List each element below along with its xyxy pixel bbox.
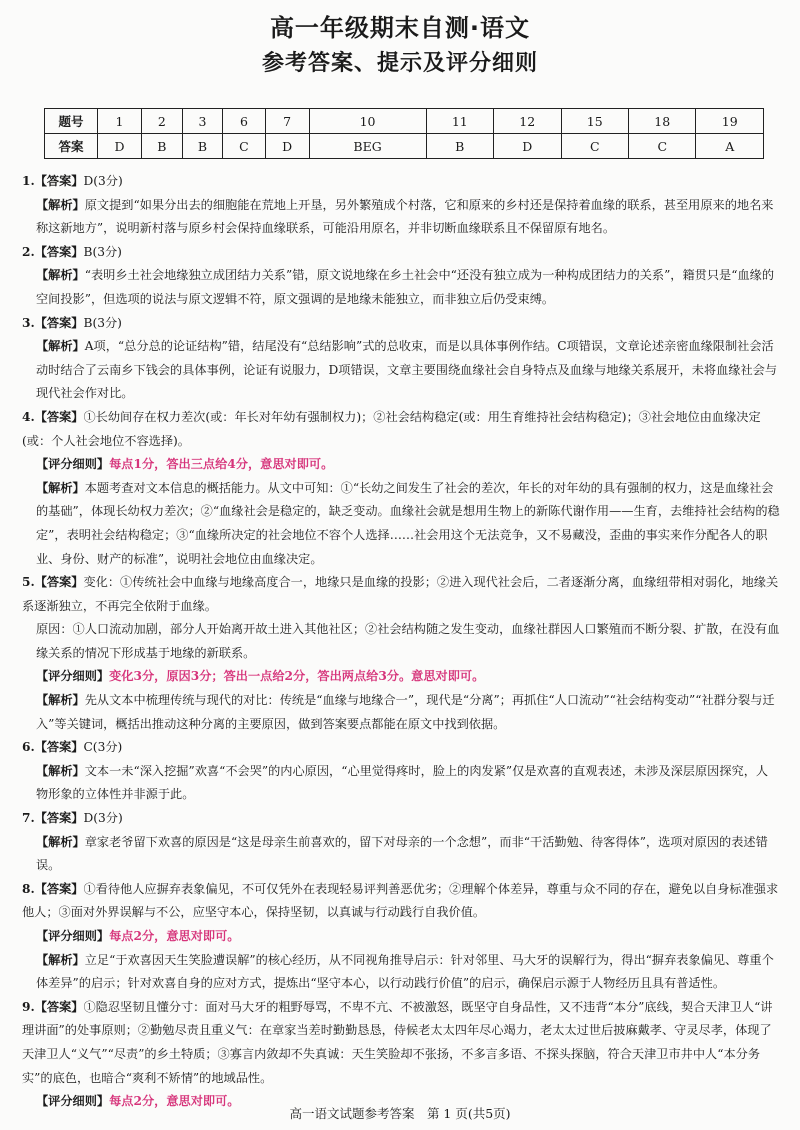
answer-line bbox=[22, 571, 780, 618]
answer-line bbox=[22, 736, 780, 760]
analysis-label: 【解析】 bbox=[36, 763, 85, 778]
table-cell: 18 bbox=[628, 109, 695, 134]
question-9 bbox=[22, 996, 780, 1114]
analysis-text: 先从文本中梳理传统与现代的对比：传统是“血缘与地缘合一”，现代是“分离”；再抓住“人口流动”“社会结构变动”“社群分裂与迁入”等关键词，概括出推动这种分离的主要原因，做到答案要点都能在原文中找到依据。 bbox=[36, 693, 775, 731]
answer-label: 【答案】 bbox=[34, 174, 84, 188]
analysis-label: 【解析】 bbox=[36, 693, 85, 708]
question-number: 1. bbox=[22, 174, 35, 188]
answer-line bbox=[22, 312, 780, 336]
scoring-line bbox=[22, 925, 780, 949]
question-number: 9. bbox=[22, 999, 35, 1014]
table-cell: 1 bbox=[98, 109, 142, 134]
table-cell: D bbox=[494, 134, 561, 159]
analysis-text: 原文提到“如果分出去的细胞能在荒地上开垦，另外繁殖成个村落，它和原来的乡村还是保持着血缘的联系，甚至用原来的地名来称这新地方”，说明新村落与原乡村会保持血缘联系，可能沿用原名，并非切断血缘联系且不保留原有地名。 bbox=[36, 197, 774, 236]
answer-text: D(3分) bbox=[83, 174, 123, 188]
table-cell: 6 bbox=[223, 109, 265, 134]
analysis-line bbox=[22, 264, 780, 311]
answer-table bbox=[44, 108, 764, 159]
page-title: 高一年级期末自测·语文 bbox=[269, 14, 531, 42]
analysis-line bbox=[22, 949, 780, 996]
question-number: 4. bbox=[22, 409, 35, 424]
answer-text: B(3分) bbox=[83, 244, 122, 259]
question-number: 3. bbox=[22, 315, 35, 330]
question-number: 7. bbox=[22, 811, 35, 826]
analysis-label: 【解析】 bbox=[36, 339, 85, 354]
analysis-label: 【解析】 bbox=[36, 834, 85, 849]
question-1 bbox=[22, 170, 780, 241]
analysis-text: 立足“于欢喜因天生笑脸遭误解”的核心经历，从不同视角推导启示：针对邻里、马大牙的误解行为，得出“摒弃表象偏见、尊重个体差异”的启示；针对欢喜自身的应对方式，提炼出“坚守本心，以行动践行价值”的启示，确保启示源于人物经历且具有普适性。 bbox=[36, 952, 774, 991]
answer-label: 【答案】 bbox=[34, 315, 84, 330]
table-cell: 7 bbox=[265, 109, 309, 134]
question-3 bbox=[22, 312, 780, 406]
answer-label: 【答案】 bbox=[34, 740, 84, 755]
analysis-text: A项，“总分总的论证结构”错，结尾没有“总结影响”式的总收束，而是以具体事例作结。C项错误，文章论述亲密血缘限制社会活动时结合了云南乡下钱会的具体事例，论证有说服力，D项错误，文章主要围绕血缘社会自身特点及血缘与地缘关系展开，未将血缘社会与现代社会作对比。 bbox=[36, 339, 778, 401]
table-row-numbers bbox=[45, 109, 764, 134]
question-2 bbox=[22, 241, 780, 312]
table-row-answers bbox=[45, 134, 764, 159]
table-cell: B bbox=[142, 134, 183, 159]
question-number: 2. bbox=[22, 244, 35, 259]
table-header-number: 题号 bbox=[45, 109, 98, 134]
table-cell: C bbox=[223, 134, 265, 159]
answer-line bbox=[22, 170, 780, 194]
answer-text: 变化：①传统社会中血缘与地缘高度合一，地缘只是血缘的投影；②进入现代社会后，二者逐渐分离，血缘纽带相对弱化，地缘关系逐渐独立，不再完全依附于血缘。 bbox=[22, 575, 779, 613]
answer-label: 【答案】 bbox=[34, 409, 84, 424]
page-footer: 高一语文试题参考答案 第 1 页(共5页) bbox=[289, 1106, 511, 1121]
question-4 bbox=[22, 406, 780, 571]
question-number: 5. bbox=[22, 575, 35, 590]
table-cell: 12 bbox=[494, 109, 561, 134]
scoring-label: 【评分细则】 bbox=[36, 929, 110, 943]
scoring-text: 每点1分，答出三点给4分，意思对即可。 bbox=[109, 457, 334, 472]
question-number: 8. bbox=[22, 881, 35, 896]
answer-text: ①隐忍坚韧且懂分寸：面对马大牙的粗野辱骂，不卑不亢、不被激怒，既坚守自身品性，又不违背“本分”底线，契合天津卫人“讲理讲面”的处事原则；②勤勉尽责且重义气：在章家当差时勤勤恳恳，侍候老太太四年尽心竭力，老太太过世后披麻戴孝、守灵尽孝，体现了天津卫人“义气”“尽责”的乡土特质；③寡言内敛却不失真诚：天生笑脸却不张扬，不多言多语、不探头探脑，符合天津卫市井中人“本分务实”的底色，也暗合“爽利不矫情”的地域品性。 bbox=[22, 999, 773, 1085]
scoring-text: 变化3分，原因3分；答出一点给2分，答出两点给3分。意思对即可。 bbox=[109, 669, 485, 684]
answer-label: 【答案】 bbox=[34, 575, 84, 590]
table-cell: 15 bbox=[561, 109, 628, 134]
page-subtitle: 参考答案、提示及评分细则 bbox=[261, 51, 538, 76]
table-cell: 3 bbox=[182, 109, 223, 134]
table-header-answer: 答案 bbox=[45, 134, 98, 159]
scoring-line bbox=[22, 453, 780, 477]
answer-label: 【答案】 bbox=[34, 881, 84, 896]
table-cell: B bbox=[426, 134, 493, 159]
analysis-line bbox=[22, 689, 780, 736]
analysis-line bbox=[22, 477, 780, 571]
table-cell: D bbox=[98, 134, 142, 159]
analysis-label: 【解析】 bbox=[36, 480, 85, 495]
scoring-line bbox=[22, 665, 780, 689]
analysis-label: 【解析】 bbox=[36, 268, 85, 283]
analysis-text: 文本一未“深入挖掘”欢喜“不会哭”的内心原因，“心里觉得疼时，脸上的肉发紧”仅是欢喜的直观表述，未涉及深层原因探究，人物形象的立体性并非源于此。 bbox=[36, 763, 769, 802]
answer-line bbox=[22, 996, 780, 1090]
answer-line bbox=[22, 241, 780, 265]
scoring-label: 【评分细则】 bbox=[36, 457, 110, 472]
analysis-label: 【解析】 bbox=[36, 952, 85, 967]
question-number: 6. bbox=[22, 740, 35, 755]
answer-label: 【答案】 bbox=[34, 244, 84, 259]
answer-label: 【答案】 bbox=[34, 811, 84, 826]
table-cell: BEG bbox=[309, 134, 426, 159]
answer-content bbox=[22, 170, 780, 1114]
answer-label: 【答案】 bbox=[34, 999, 84, 1014]
answer-text: D(3分) bbox=[83, 811, 123, 826]
table-cell: 10 bbox=[309, 109, 426, 134]
answer-text: ①长幼间存在权力差次(或：年长对年幼有强制权力)；②社会结构稳定(或：用生育维持社会结构稳定)；③社会地位由血缘决定(或：个人社会地位不容选择)。 bbox=[22, 409, 761, 448]
table-cell: B bbox=[182, 134, 223, 159]
answer-line bbox=[22, 878, 780, 925]
table-cell: A bbox=[696, 134, 764, 159]
scoring-label: 【评分细则】 bbox=[36, 669, 110, 684]
table-cell: C bbox=[561, 134, 628, 159]
scoring-label: 【评分细则】 bbox=[36, 1094, 110, 1109]
answer-text: C(3分) bbox=[83, 740, 123, 755]
table-cell: C bbox=[628, 134, 695, 159]
question-6 bbox=[22, 736, 780, 807]
scoring-text: 每点2分，意思对即可。 bbox=[109, 929, 240, 943]
table-cell: 11 bbox=[426, 109, 493, 134]
answer-text: B(3分) bbox=[83, 315, 122, 330]
table-cell: 19 bbox=[696, 109, 764, 134]
answer-line bbox=[22, 406, 780, 453]
table-cell: D bbox=[265, 134, 309, 159]
reason-line: 原因：①人口流动加剧，部分人开始离开故土进入其他社区；②社会结构随之发生变动，血缘社群因人口繁殖而不断分裂、扩散，在没有血缘关系的情况下形成基于地缘的新联系。 bbox=[36, 622, 780, 660]
answer-text: ①看待他人应摒弃表象偏见，不可仅凭外在表现轻易评判善恶优劣；②理解个体差异，尊重与众不同的存在，避免以自身标准强求他人；③面对外界误解与不公，应坚守本心，保持坚韧，以真诚与行动践行自我价值。 bbox=[22, 881, 779, 920]
question-7 bbox=[22, 807, 780, 878]
scoring-text: 每点2分，意思对即可。 bbox=[109, 1094, 240, 1109]
analysis-label: 【解析】 bbox=[36, 197, 85, 212]
analysis-line bbox=[22, 194, 780, 241]
analysis-line bbox=[22, 335, 780, 406]
analysis-text: 章家老爷留下欢喜的原因是“这是母亲生前喜欢的，留下对母亲的一个念想”，而非“干活勤勉、待客得体”，选项对原因的表述错误。 bbox=[36, 834, 768, 873]
analysis-line bbox=[22, 760, 780, 807]
question-8 bbox=[22, 878, 780, 996]
question-5 bbox=[22, 571, 780, 736]
analysis-text: 本题考查对文本信息的概括能力。从文中可知：①“长幼之间发生了社会的差次，年长的对年幼的具有强制的权力，这是血缘社会的基础”，体现长幼权力差次；②“血缘社会是稳定的，缺乏变动。血缘社会就是想用生物上的新陈代谢作用——生育，去维持社会结构的稳定”，表明社会结构稳定；③“血缘所决定的社会地位不容个人选择……社会用这个无法竞争，又不易藏没，歪曲的事实来作分配各人的职业、身份、财产的标准”，说明社会地位由血缘决定。 bbox=[36, 480, 780, 566]
analysis-line bbox=[22, 831, 780, 878]
answer-line bbox=[22, 807, 780, 831]
analysis-text: “表明乡土社会地缘独立成团结力关系”错，原文说地缘在乡土社会中“还没有独立成为一种构成团结力的关系”，籍贯只是“血缘的空间投影”，但选项的说法与原文逻辑不符，原文强调的是地缘未能独立，而非独立后仍受束缚。 bbox=[36, 268, 775, 306]
table-cell: 2 bbox=[142, 109, 183, 134]
